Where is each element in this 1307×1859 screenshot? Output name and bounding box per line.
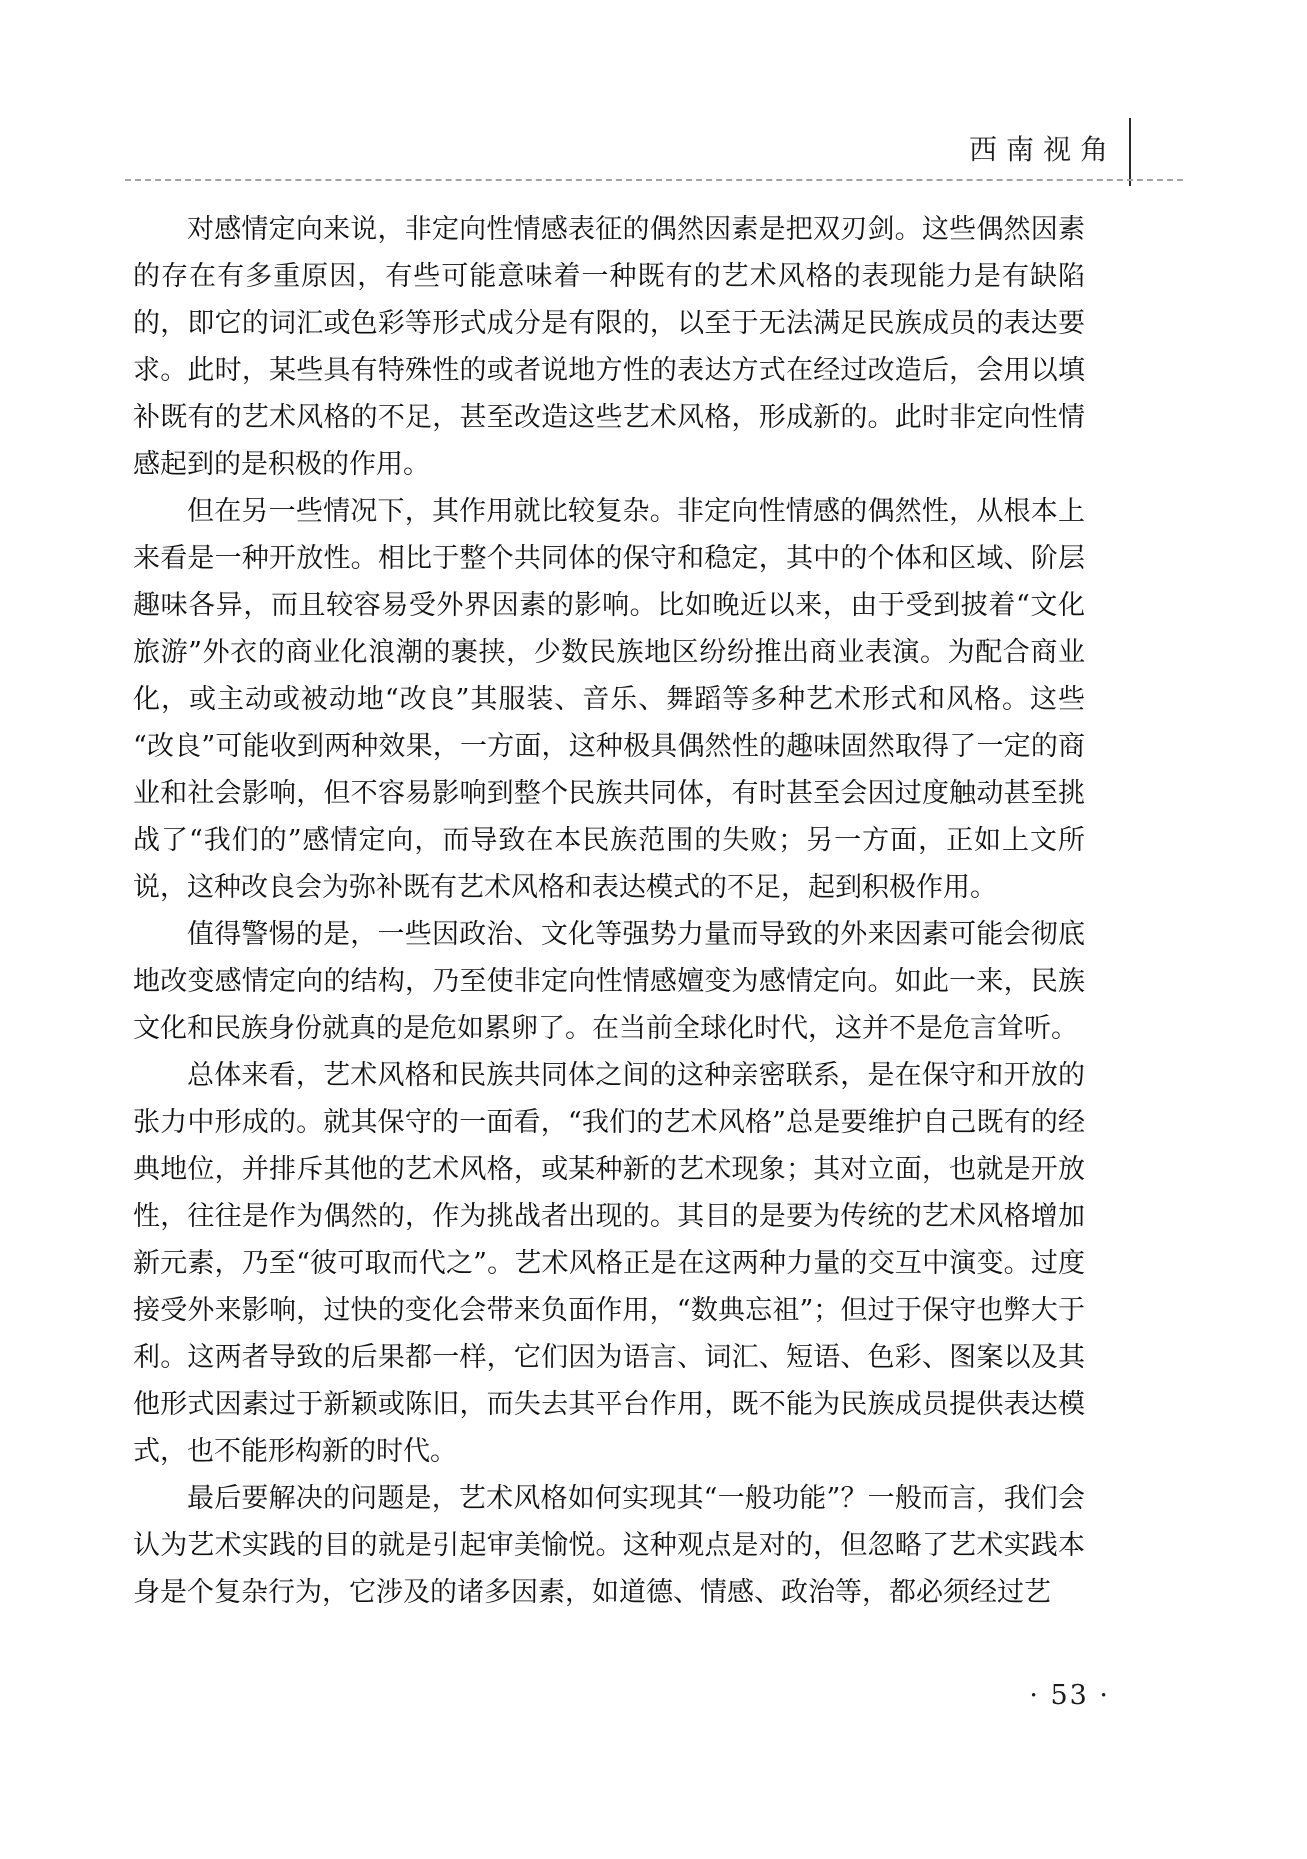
header-vertical-bar <box>1129 118 1131 186</box>
body-paragraph: 对感情定向来说，非定向性情感表征的偶然因素是把双刃剑。这些偶然因素的存在有多重原因，有些可能意味着一种既有的艺术风格的表现能力是有缺陷的，即它的词汇或色彩等形式成分是有限的，以至于无法满足民族成员的表达要求。此时，某些具有特殊性的或者说地方性的表达方式在经过改造后，会用以填补既有的艺术风格的不足，甚至改造这些艺术风格，形成新的。此时非定向性情感起到的是积极的作用。 <box>133 214 1085 480</box>
body-paragraph: 值得警惕的是，一些因政治、文化等强势力量而导致的外来因素可能会彻底地改变感情定向的结构，乃至使非定向性情感嬗变为感情定向。如此一来，民族文化和民族身份就真的是危如累卵了。在当前全球化时代，这并不是危言耸听。 <box>133 919 1085 1044</box>
body-text-block <box>133 206 1085 1616</box>
body-paragraph: 但在另一些情况下，其作用就比较复杂。非定向性情感的偶然性，从根本上来看是一种开放性。相比于整个共同体的保守和稳定，其中的个体和区域、阶层趣味各异，而且较容易受外界因素的影响。比如晚近以来，由于受到披着“文化旅游”外衣的商业化浪潮的裹挟，少数民族地区纷纷推出商业表演。为配合商业化，或主动或被动地“改良”其服装、音乐、舞蹈等多种艺术形式和风格。这些“改良”可能收到两种效果，一方面，这种极具偶然性的趣味固然取得了一定的商业和社会影响，但不容易影响到整个民族共同体，有时甚至会因过度触动甚至挑战了“我们的”感情定向，而导致在本民族范围的失败；另一方面，正如上文所说，这种改良会为弥补既有艺术风格和表达模式的不足，起到积极作用。 <box>133 496 1085 903</box>
header-dashed-rule <box>125 179 1183 181</box>
page-number: · 53 · <box>1029 1680 1110 1711</box>
body-paragraph: 最后要解决的问题是，艺术风格如何实现其“一般功能”？一般而言，我们会认为艺术实践的目的就是引起审美愉悦。这种观点是对的，但忽略了艺术实践本身是个复杂行为，它涉及的诸多因素，如道德、情感、政治等，都必须经过艺 <box>133 1483 1085 1608</box>
running-header-title: 西南视角 <box>968 133 1117 166</box>
body-paragraph: 总体来看，艺术风格和民族共同体之间的这种亲密联系，是在保守和开放的张力中形成的。就其保守的一面看，“我们的艺术风格”总是要维护自己既有的经典地位，并排斥其他的艺术风格，或某种新的艺术现象；其对立面，也就是开放性，往往是作为偶然的，作为挑战者出现的。其目的是要为传统的艺术风格增加新元素，乃至“彼可取而代之”。艺术风格正是在这两种力量的交互中演变。过度接受外来影响，过快的变化会带来负面作用，“数典忘祖”；但过于保守也弊大于利。这两者导致的后果都一样，它们因为语言、词汇、短语、色彩、图案以及其他形式因素过于新颖或陈旧，而失去其平台作用，既不能为民族成员提供表达模式，也不能形构新的时代。 <box>133 1060 1085 1467</box>
